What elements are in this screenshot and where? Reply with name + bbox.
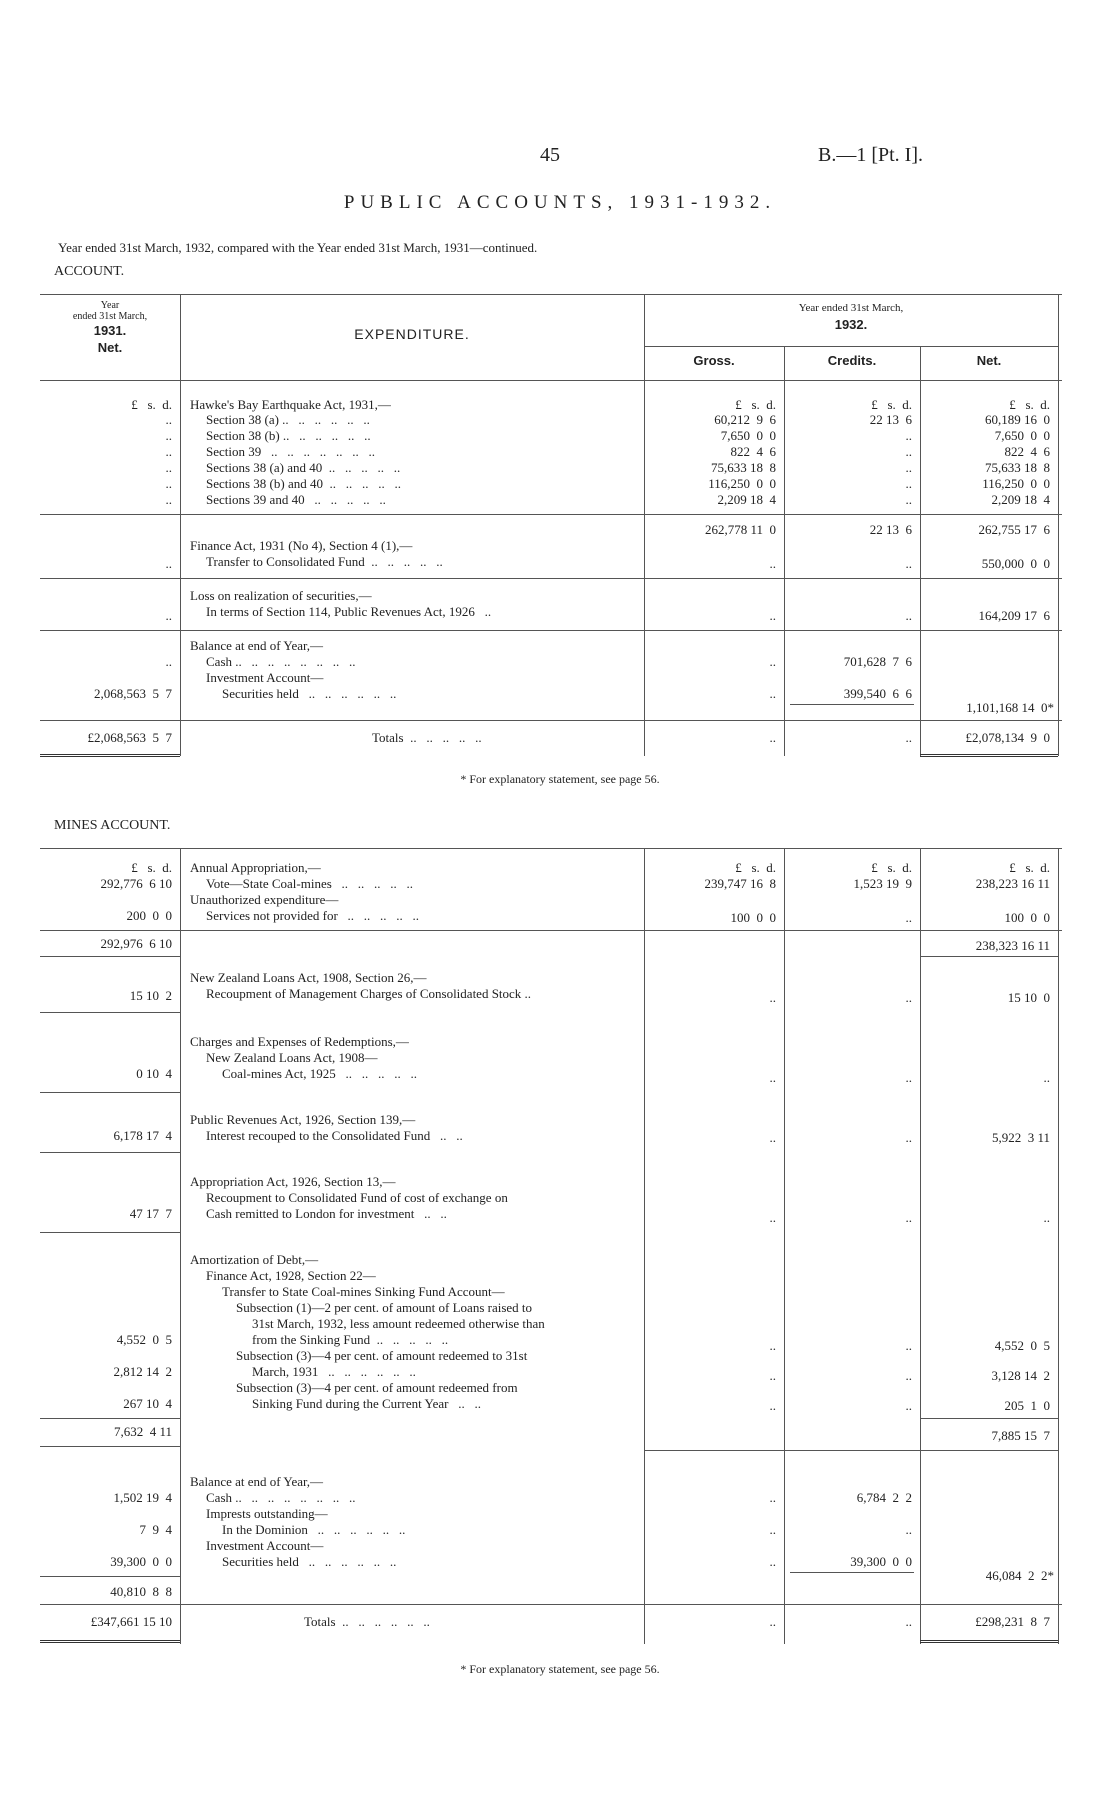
page-subtitle: Year ended 31st March, 1932, compared with the Year ended 31st March, 1931—continued.: [58, 240, 538, 255]
balance-securities: Securities held .. .. .. .. .. ..: [222, 686, 397, 701]
totals-label: Totals .. .. .. .. .. ..: [304, 1614, 430, 1629]
totals-credits: ..: [905, 1614, 912, 1629]
loss-gross: ..: [769, 608, 776, 623]
page-title: PUBLIC ACCOUNTS, 1931-1932.: [343, 192, 777, 213]
appropriation-act-desc2: Cash remitted to London for investment .. ..: [206, 1206, 447, 1221]
unauthorized-prev: 200 0 0: [126, 908, 172, 923]
appropriation-act-prev: 47 17 7: [129, 1206, 172, 1221]
vote-prev: 292,776 6 10: [100, 876, 172, 891]
amortization-s1-credits: ..: [905, 1338, 912, 1353]
balance-cash-credits: 701,628 7 6: [843, 654, 912, 669]
document-reference: B.—1 [Pt. I].: [818, 144, 923, 166]
unauthorized-net: 100 0 0: [1004, 910, 1050, 925]
credits-header: Credits.: [827, 353, 877, 368]
balance-investment: Investment Account—: [206, 670, 324, 685]
redemptions-gross: ..: [769, 1070, 776, 1085]
amortization-s1-gross: ..: [769, 1338, 776, 1353]
balance-securities-credits: 39,300 0 0: [850, 1554, 912, 1569]
vote-credits: 1,523 19 9: [853, 876, 912, 891]
finance-credits: ..: [905, 556, 912, 571]
finance-act-heading: Finance Act, 1931 (No 4), Section 4 (1),—: [190, 538, 413, 553]
appropriation-act-desc1: Recoupment to Consolidated Fund of cost of exchange on: [206, 1190, 508, 1205]
prev-year-header-line2: ended 31st March,: [72, 311, 148, 322]
totals-prev: £2,068,563 5 7: [87, 730, 172, 745]
loss-prev: ..: [165, 608, 172, 623]
appropriation-act-heading: Appropriation Act, 1926, Section 13,—: [190, 1174, 396, 1189]
hawkes-bay-heading: Hawke's Bay Earthquake Act, 1931,—: [190, 397, 391, 412]
appropriation-act-net: ..: [1043, 1210, 1050, 1225]
section-label: ACCOUNT.: [54, 264, 125, 279]
finance-net: 550,000 0 0: [981, 556, 1050, 571]
amortization-s1-prev: 4,552 0 5: [116, 1332, 172, 1347]
balance-net: 1,101,168 14 0*: [966, 700, 1054, 715]
redemptions-sub: New Zealand Loans Act, 1908—: [206, 1050, 378, 1065]
finance-gross: ..: [769, 556, 776, 571]
public-revenues-heading: Public Revenues Act, 1926, Section 139,—: [190, 1112, 416, 1127]
balance-cash-prev: 1,502 19 4: [113, 1490, 172, 1505]
balance-imprests: Imprests outstanding—: [206, 1506, 328, 1521]
amortization-s3b-prev: 267 10 4: [123, 1396, 172, 1411]
curr-year-header-year: 1932.: [834, 317, 868, 332]
unauthorized-heading: Unauthorized expenditure—: [190, 892, 339, 907]
amortization-s3a-credits: ..: [905, 1368, 912, 1383]
unauthorized-credits: ..: [905, 910, 912, 925]
amortization-s1-net: 4,552 0 5: [994, 1338, 1050, 1353]
balance-securities-gross: ..: [769, 1554, 776, 1569]
balance-total-prev: 40,810 8 8: [110, 1584, 172, 1599]
redemptions-credits: ..: [905, 1070, 912, 1085]
public-revenues-net: 5,922 3 11: [991, 1130, 1050, 1145]
totals-gross: ..: [769, 730, 776, 745]
amortization-s3b-net: 205 1 0: [1004, 1398, 1050, 1413]
footnote: * For explanatory statement, see page 56.: [460, 772, 660, 786]
unauthorized-gross: 100 0 0: [730, 910, 776, 925]
amortization-s1-line2: 31st March, 1932, less amount redeemed otherwise than: [252, 1316, 545, 1331]
gross-header: Gross.: [693, 353, 735, 368]
prev-year-header-net: Net.: [97, 340, 123, 355]
redemptions-prev: 0 10 4: [136, 1066, 172, 1081]
totals-label: Totals .. .. .. .. ..: [372, 730, 482, 745]
vote-net: 238,223 16 11: [975, 876, 1050, 891]
vote-desc: Vote—State Coal-mines .. .. .. .. ..: [206, 876, 414, 891]
balance-securities-credits: 399,540 6 6: [843, 686, 912, 701]
unit-prev: £ s. d.: [131, 397, 172, 412]
nz-loans-prev: 15 10 2: [129, 988, 172, 1003]
amortization-s1-line3: from the Sinking Fund .. .. .. .. ..: [252, 1332, 449, 1347]
balance-cash-gross: ..: [769, 654, 776, 669]
nz-loans-credits: ..: [905, 990, 912, 1005]
hawkes-total-credits: 22 13 6: [869, 522, 912, 537]
nz-loans-gross: ..: [769, 990, 776, 1005]
appropriation-heading: Annual Appropriation,—: [190, 860, 321, 875]
unit-gross: £ s. d.: [735, 860, 776, 875]
unit-net: £ s. d.: [1009, 397, 1050, 412]
appropriation-total-prev: 292,976 6 10: [100, 936, 172, 951]
public-revenues-gross: ..: [769, 1130, 776, 1145]
redemptions-heading: Charges and Expenses of Redemptions,—: [190, 1034, 409, 1049]
amortization-s3a-line1: Subsection (3)—4 per cent. of amount redeemed to 31st: [236, 1348, 528, 1363]
amortization-total-net: 7,885 15 7: [991, 1428, 1050, 1443]
redemptions-net: ..: [1043, 1070, 1050, 1085]
public-revenues-prev: 6,178 17 4: [113, 1128, 172, 1143]
amortization-s3a-line2: March, 1931 .. .. .. .. .. ..: [252, 1364, 416, 1379]
amortization-s3a-net: 3,128 14 2: [991, 1368, 1050, 1383]
hawkes-total-net: 262,755 17 6: [978, 522, 1050, 537]
finance-act-desc: Transfer to Consolidated Fund .. .. .. .. ..: [206, 554, 443, 569]
balance-cash-prev: ..: [165, 654, 172, 669]
totals-net: £2,078,134 9 0: [965, 730, 1050, 745]
amortization-s3b-credits: ..: [905, 1398, 912, 1413]
balance-cash-credits: 6,784 2 2: [856, 1490, 912, 1505]
net-header: Net.: [976, 353, 1002, 368]
totals-prev: £347,661 15 10: [90, 1614, 172, 1629]
amortization-s3a-gross: ..: [769, 1368, 776, 1383]
loss-desc: In terms of Section 114, Public Revenues Act, 1926 ..: [206, 604, 492, 619]
balance-securities-prev: 39,300 0 0: [110, 1554, 172, 1569]
prev-year-header-line1: Year: [100, 300, 120, 311]
balance-heading: Balance at end of Year,—: [190, 638, 324, 653]
curr-year-header-line1: Year ended 31st March,: [798, 302, 904, 314]
redemptions-desc: Coal-mines Act, 1925 .. .. .. .. ..: [222, 1066, 417, 1081]
balance-heading: Balance at end of Year,—: [190, 1474, 324, 1489]
page: 45 B.—1 [Pt. I]. PUBLIC ACCOUNTS, 1931-1932. Year ended 31st March, 1932, compared with the Year ended 31st March, 1931—continued. ACCOUNT. Year ended 31st March, 1931. Net. EXPENDITURE. Year ended 31st March, 1932. Gross. Credits. Net. £ s. d. £ s. d. £ s. d. £ s. d. Hawke's Bay Earthquake Act, 1931,— .. Section 38 (a) .. .. .. .. .. .. 60,212 9 6 22 13 6 60,189 16 0 .. Section 38 (b) .. .. .. .. .. .. 7,650 0 0 .. 7,650 0 0 .. Section 39 .. .. .. .. .. .. .. 822 4 6 .. 822 4 6 .. Sections 38 (a) and 40 .. .. .. .. .. 75,633 18 8 .. 75,633 18 8 .. Sections 38 (b) and 40 .. .. .. .. .. 116,250 0 0 .. 116,250 0 0 .. Sections 39 and 40 .. .. .. .. .. 2,209 18 4 .. 2,209 18 4 262,778 11 0 22 13 6 262,755 17 6 Finance Act, 1931 (No 4), Section 4 (1),— Transfer to Consolidated Fund .. .. .. .. .. .. .. .. 550,000 0 0 Loss on realization of securities,— In terms of Section 114, Public Revenues Act, 1926 .. .. .. .. 164,209 17 6 Balance at end of Year,— Cash .. .. .. .. .. .. .. .. .. .. 701,628 7 6 Investment Account— Securities held .. .. .. .. .. .. 2,068,563 5 7 .. 399,540 6 6 1,101,168 14 0* Totals .. .. .. .. .. £2,068,563 5 7 .. .. £2,078,134 9 0 * For explanatory statement, see page 56. MINES ACCOUNT. £ s. d. £ s. d. £ s. d. £ s. d. Annual Appropriation,— Vote—State Coal-mines .. .. .. .. .. 292,776 6 10 239,747 16 8 1,523 19 9 238,223 16 11 Unauthorized expenditure— Services not provided for .. .. .. .. .. 200 0 0 100 0 0 .. 100 0 0 292,976 6 10 238,323 16 11 New Zealand Loans Act, 1908, Section 26,— Recoupment of Management Charges of Consolidated Stock .. 15 10 2 .. .. 15 10 0 Charges and Expenses of Redemptions,— New Zealand Loans Act, 1908— Coal-mines Act, 1925 .. .. .. .. .. 0 10 4 .. .. .. Public Revenues Act, 1926, Section 139,— Interest recouped to the Consolidated Fund .. .. 6,178 17 4 .. .. 5,922 3 11 Appropriation Act, 1926, Section 13,— Recoupment to Consolidated Fund of cost of exchange on Cash remitted to London for investment .. .. 47 17 7 .. .. .. Amortization of Debt,— Finance Act, 1928, Section 22— Transfer to State Coal-mines Sinking Fund Account— Subsection (1)—2 per cent. of amount of Loans raised to 31st March, 1932, less amount redeemed otherwise than from the Sinking Fund .. .. .. .. .. 4,552 0 5 .. .. 4,552 0 5 Subsection (3)—4 per cent. of amount redeemed to 31st March, 1931 .. .. .. .. .. .. 2,812 14 2 .. .. 3,128 14 2 Subsection (3)—4 per cent. of amount redeemed from Sinking Fund during the Current Year .. .. 267 10 4 .. .. 205 1 0 7,632 4 11 7,885 15 7 Balance at end of Year,— Cash .. .. .. .. .. .. .. .. 1,502 19 4 .. 6,784 2 2 Imprests outstanding— In the Dominion .. .. .. .. .. .. 7 9 4 .. .. Investment Account— Securities held .. .. .. .. .. .. 39,300 0 0 .. 39,300 0 0 46,084 2 2* 40,810 8 8 Totals .. .. .. .. .. .. £347,661 15 10 .. .. £298,231 8 7 * For explanatory statement, see page 56.: [0, 0, 1114, 1809]
unit-credits: £ s. d.: [871, 860, 912, 875]
amortization-s3a-prev: 2,812 14 2: [113, 1364, 172, 1379]
loss-net: 164,209 17 6: [978, 608, 1050, 623]
balance-dominion: In the Dominion .. .. .. .. .. ..: [222, 1522, 406, 1537]
vote-gross: 239,747 16 8: [704, 876, 776, 891]
page-number: 45: [540, 144, 560, 166]
nz-loans-net: 15 10 0: [1007, 990, 1050, 1005]
unit-net: £ s. d.: [1009, 860, 1050, 875]
nz-loans-desc: Recoupment of Management Charges of Consolidated Stock ..: [206, 986, 532, 1001]
appropriation-act-gross: ..: [769, 1210, 776, 1225]
section-label: MINES ACCOUNT.: [54, 818, 171, 833]
balance-cash: Cash .. .. .. .. .. .. .. ..: [206, 654, 356, 669]
unit-credits: £ s. d.: [871, 397, 912, 412]
amortization-total-prev: 7,632 4 11: [113, 1424, 172, 1439]
amortization-transfer: Transfer to State Coal-mines Sinking Fund Account—: [222, 1284, 505, 1299]
amortization-s3b-gross: ..: [769, 1398, 776, 1413]
balance-dominion-prev: 7 9 4: [139, 1522, 172, 1537]
nz-loans-heading: New Zealand Loans Act, 1908, Section 26,—: [190, 970, 427, 985]
balance-cash-gross: ..: [769, 1490, 776, 1505]
balance-securities-prev: 2,068,563 5 7: [94, 686, 172, 701]
appropriation-act-credits: ..: [905, 1210, 912, 1225]
balance-securities-gross: ..: [769, 686, 776, 701]
appropriation-total-net: 238,323 16 11: [975, 938, 1050, 953]
balance-dominion-credits: ..: [905, 1522, 912, 1537]
public-revenues-desc: Interest recouped to the Consolidated Fund .. ..: [206, 1128, 463, 1143]
totals-net: £298,231 8 7: [975, 1614, 1050, 1629]
amortization-s3b-line1: Subsection (3)—4 per cent. of amount redeemed from: [236, 1380, 518, 1395]
balance-cash: Cash .. .. .. .. .. .. .. ..: [206, 1490, 356, 1505]
unauthorized-desc: Services not provided for .. .. .. .. ..: [206, 908, 420, 923]
balance-investment: Investment Account—: [206, 1538, 324, 1553]
balance-net: 46,084 2 2*: [985, 1568, 1054, 1583]
expenditure-header: EXPENDITURE.: [354, 326, 470, 342]
amortization-finance-act: Finance Act, 1928, Section 22—: [206, 1268, 376, 1283]
unit-gross: £ s. d.: [735, 397, 776, 412]
totals-credits: ..: [905, 730, 912, 745]
footnote: * For explanatory statement, see page 56.: [460, 1662, 660, 1676]
totals-gross: ..: [769, 1614, 776, 1629]
amortization-s1-line1: Subsection (1)—2 per cent. of amount of Loans raised to: [236, 1300, 533, 1315]
loss-credits: ..: [905, 608, 912, 623]
balance-dominion-gross: ..: [769, 1522, 776, 1537]
unit-prev: £ s. d.: [131, 860, 172, 875]
amortization-heading: Amortization of Debt,—: [190, 1252, 319, 1267]
amortization-s3b-line2: Sinking Fund during the Current Year .. ..: [252, 1396, 481, 1411]
loss-heading: Loss on realization of securities,—: [190, 588, 372, 603]
balance-securities: Securities held .. .. .. .. .. ..: [222, 1554, 397, 1569]
finance-prev: ..: [165, 556, 172, 571]
public-revenues-credits: ..: [905, 1130, 912, 1145]
prev-year-header-year: 1931.: [93, 323, 127, 338]
hawkes-total-gross: 262,778 11 0: [704, 522, 776, 537]
